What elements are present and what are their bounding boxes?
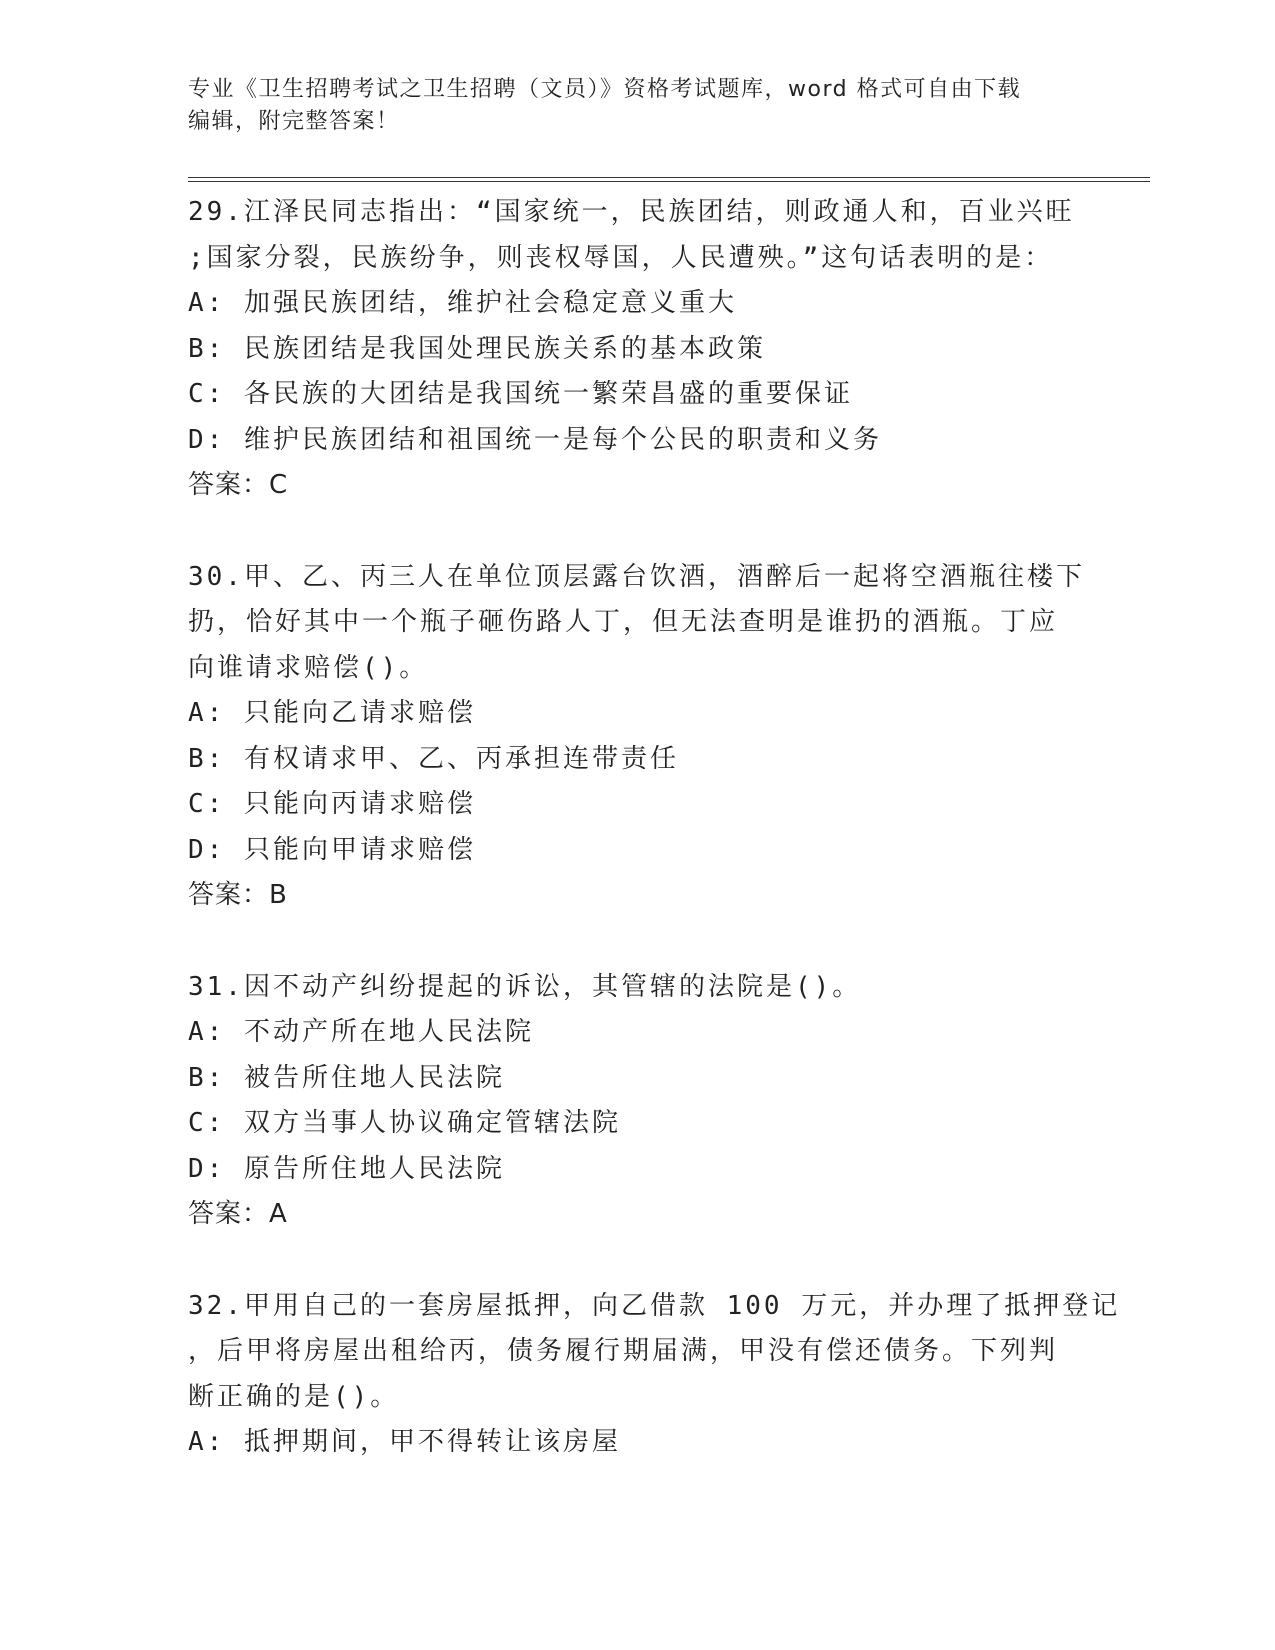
question-stem-line: ;国家分裂，民族纷争，则丧权辱国，人民遭殃。”这句话表明的是： [188,242,1054,273]
question-30 [188,555,1088,919]
option-c: C: 只能向丙请求赔偿 [188,789,476,819]
option-b: B: 被告所住地人民法院 [188,1062,505,1093]
option-b: B: 有权请求甲、乙、丙承担连带责任 [188,743,679,774]
option-a: A: 不动产所在地人民法院 [188,1017,534,1047]
option-d: D: 维护民族团结和祖国统一是每个公民的职责和义务 [188,424,882,455]
option-a: A: 只能向乙请求赔偿 [188,698,476,728]
question-stem-line: 断正确的是()。 [188,1381,400,1412]
answer: 答案：A [188,1199,288,1229]
option-d: D: 只能向甲请求赔偿 [188,834,476,865]
question-31 [188,965,1088,1238]
header-divider-bottom [188,181,1150,182]
question-stem-line: ，后甲将房屋出租给丙，债务履行期届满，甲没有偿还债务。下列判 [188,1336,1059,1366]
header-line-1: 专业《卫生招聘考试之卫生招聘（文员）》资格考试题库，word 格式可自由下载 [188,77,1022,102]
option-c: C: 各民族的大团结是我国统一繁荣昌盛的重要保证 [188,379,853,409]
question-stem-line: 向谁请求赔偿()。 [188,652,429,683]
question-list [188,190,1121,1512]
question-stem-line: 30.甲、乙、丙三人在单位顶层露台饮酒，酒醉后一起将空酒瓶往楼下 [188,561,1085,592]
question-29 [188,190,1088,509]
header-divider-top [188,177,1150,178]
question-stem-line: 扔，恰好其中一个瓶子砸伤路人丁，但无法查明是谁扔的酒瓶。丁应 [188,607,1059,637]
question-stem-line: 32.甲用自己的一套房屋抵押，向乙借款 100 万元，并办理了抵押登记 [188,1290,1121,1321]
question-stem-line: 29.江泽民同志指出：“国家统一，民族团结，则政通人和，百业兴旺 [188,197,1075,227]
option-c: C: 双方当事人协议确定管辖法院 [188,1108,621,1138]
question-stem-line: 31.因不动产纠纷提起的诉讼，其管辖的法院是()。 [188,971,862,1002]
answer: 答案：B [188,880,288,910]
option-a: A: 抵押期间，甲不得转让该房屋 [188,1427,621,1457]
option-b: B: 民族团结是我国处理民族关系的基本政策 [188,333,766,364]
document-header [188,74,1068,138]
answer: 答案：C [188,470,289,500]
option-d: D: 原告所住地人民法院 [188,1153,505,1184]
question-32 [188,1284,1121,1466]
option-a: A: 加强民族团结，维护社会稳定意义重大 [188,288,737,318]
header-line-2: 编辑，附完整答案！ [188,109,400,134]
